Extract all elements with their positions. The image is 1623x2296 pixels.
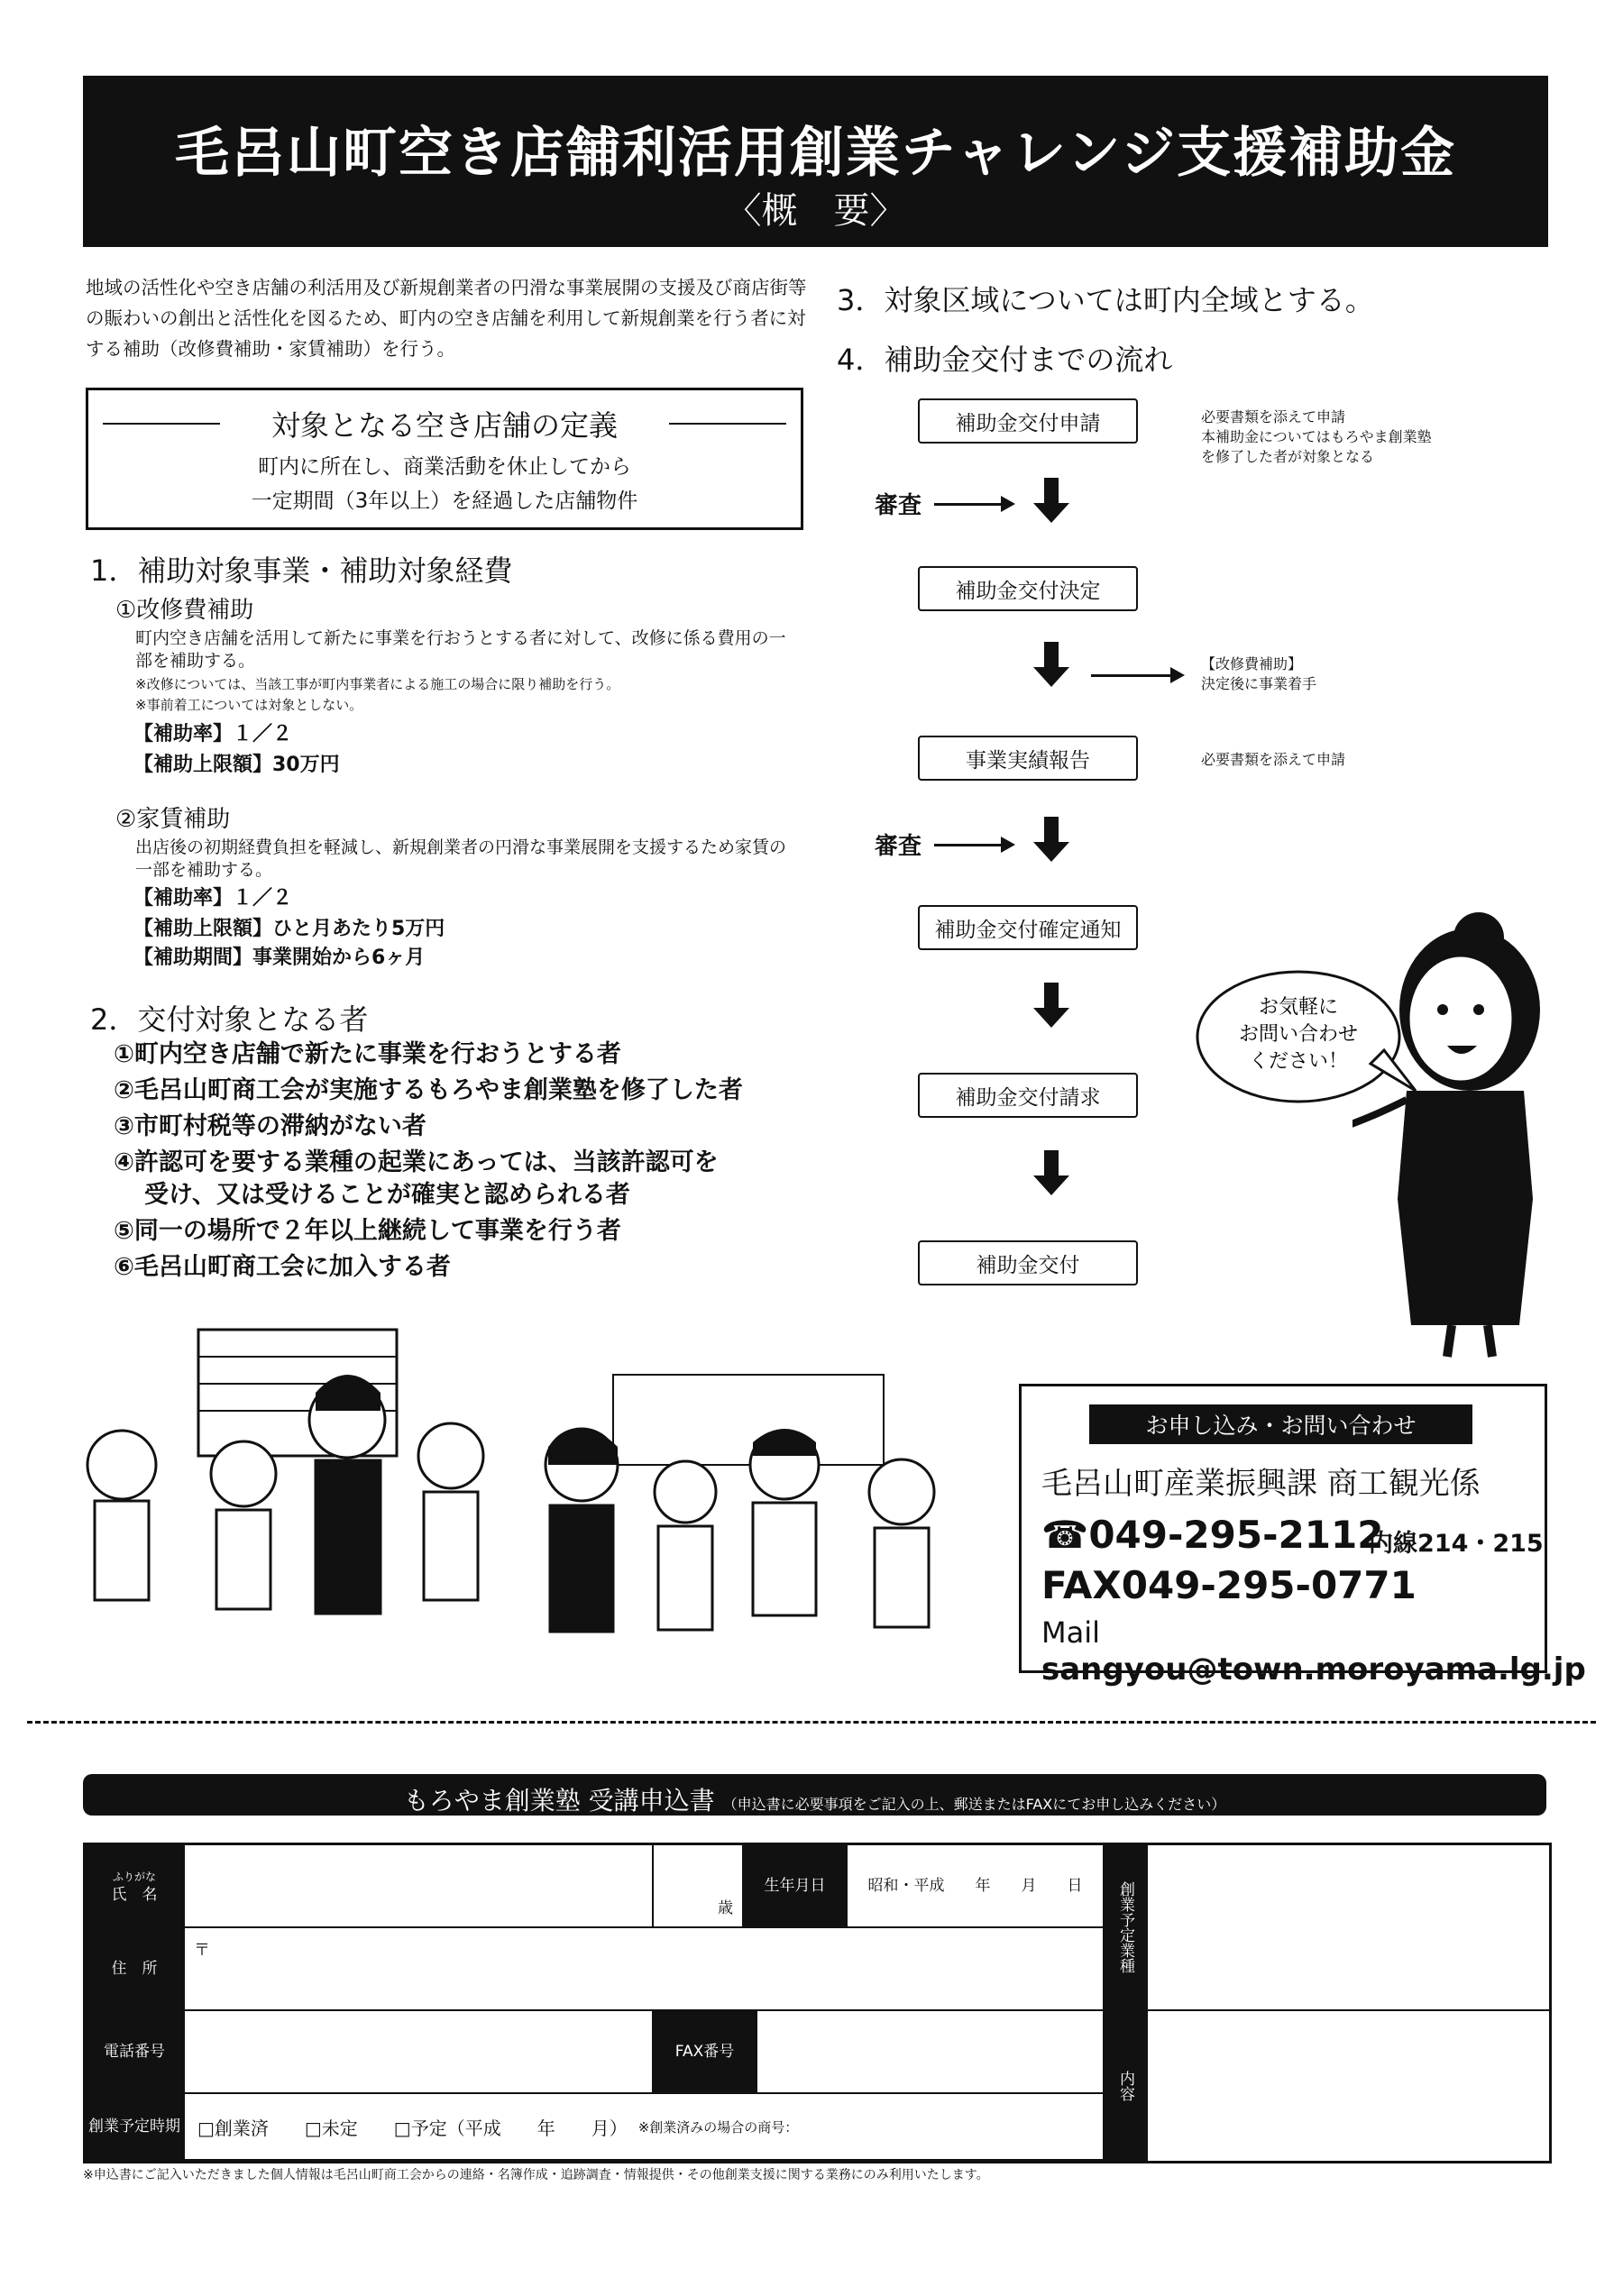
arrow-right-icon — [934, 844, 1012, 846]
phone-label: 電話番号 — [86, 2011, 185, 2094]
address-field[interactable]: 〒 — [185, 1928, 1105, 2011]
section4-heading: 4．補助金交付までの流れ — [837, 343, 1173, 377]
eligibility-item-2: ②毛呂山町商工会が実施するもろやま創業塾を修了した者 — [114, 1076, 743, 1104]
rent-title: ②家賃補助 — [115, 806, 231, 833]
renovation-title: ①改修費補助 — [115, 597, 254, 624]
flow-step-confirm: 補助金交付確定通知 — [918, 905, 1138, 950]
contact-box — [1019, 1384, 1586, 1688]
arrow-right-icon — [1091, 674, 1181, 677]
form-header — [83, 1774, 1546, 1816]
flow-note-apply: 必要書類を添えて申請 本補助金についてはもろやま創業塾 を修了した者が対象となる — [1201, 408, 1432, 465]
content-label: 内容 — [1105, 2011, 1148, 2161]
town-illustration-icon — [72, 1312, 974, 1654]
application-form — [83, 1843, 1552, 2163]
flow-step-report: 事業実績報告 — [918, 736, 1138, 781]
speech-line-2: お問い合わせ — [1238, 1023, 1359, 1046]
contact-department: 毛呂山町産業振興課 商工観光係 — [1041, 1466, 1481, 1502]
name-field[interactable] — [185, 1845, 654, 1928]
contact-header: お申し込み・お問い合わせ — [1089, 1404, 1472, 1444]
contact-extension: 内線214・215 — [1369, 1530, 1544, 1558]
content-field[interactable] — [1148, 2011, 1549, 2161]
eligibility-item-4: ④許認可を要する業種の起業にあっては、当該許認可を — [114, 1148, 719, 1176]
arrow-right-icon — [934, 503, 1012, 506]
arrow-down-icon — [1044, 478, 1059, 505]
eligibility-item-5: ⑤同一の場所で２年以上継続して事業を行う者 — [114, 1217, 621, 1245]
business-type-field[interactable] — [1148, 1845, 1549, 2011]
section2-heading: 2．交付対象となる者 — [90, 1002, 369, 1037]
rent-period: 【補助期間】事業開始から6ヶ月 — [133, 947, 426, 969]
definition-title: 対象となる空き店舗の定義 — [270, 408, 618, 443]
speech-line-1: お気軽に — [1258, 996, 1339, 1019]
fax-label: FAX番号 — [654, 2011, 757, 2094]
fax-field[interactable] — [757, 2011, 1105, 2094]
mail-label: Mail — [1041, 1615, 1100, 1650]
page-title: 毛呂山町空き店舗利活用創業チャレンジ支援補助金 — [174, 122, 1457, 185]
arrow-down-icon — [1044, 1150, 1059, 1177]
mail-address[interactable]: sangyou@town.moroyama.lg.jp — [1041, 1651, 1586, 1688]
review-label-2: 審査 — [875, 833, 922, 860]
rent-rate: 【補助率】１／２ — [133, 887, 293, 910]
woman-illustration-icon — [1352, 901, 1569, 1370]
plan-note: ※創業済みの場合の商号： — [637, 2118, 799, 2136]
arrow-down-icon — [1044, 642, 1059, 669]
rent-limit: 【補助上限額】ひと月あたり5万円 — [133, 918, 445, 940]
rent-desc: 出店後の初期経費負担を軽減し、新規創業者の円滑な事業展開を支援するため家賃の一部を補助する。 — [135, 837, 787, 880]
form-title: もろやま創業塾 受講申込書 （申込書に必要事項をご記入の上、郵送またはFAXにてお申し込みください） — [403, 1786, 1226, 1816]
eligibility-item-1: ①町内空き店舗で新たに事業を行おうとする者 — [114, 1040, 621, 1068]
form-title-note: （申込書に必要事項をご記入の上、郵送またはFAXにてお申し込みください） — [722, 1796, 1226, 1813]
flow-step-claim: 補助金交付請求 — [918, 1073, 1138, 1118]
intro-text: 地域の活性化や空き店舗の利活用及び新規創業者の円滑な事業展開の支援及び商店街等の賑わいの創出と活性化を図るため、町内の空き店舗を利用して新規創業を行う者に対する補助（改修費補助・家賃補助）を行う。 — [86, 277, 807, 360]
contact-phone[interactable]: ☎049-295-2112 — [1041, 1513, 1384, 1557]
eligibility-item-6: ⑥毛呂山町商工会に加入する者 — [114, 1253, 451, 1281]
plan-options-text[interactable]: □創業済 □未定 □予定（平成 年 月） — [197, 2117, 628, 2139]
definition-line-1: 町内に所在し、商業活動を休止してから — [258, 455, 631, 479]
arrow-down-icon — [1044, 817, 1059, 844]
birthdate-field[interactable]: 昭和・平成 年 月 日 — [848, 1845, 1105, 1928]
flow-step-payment: 補助金交付 — [918, 1240, 1138, 1285]
contact-fax: FAX049-295-0771 — [1041, 1563, 1417, 1607]
renovation-desc: 町内空き店舗を活用して新たに事業を行おうとする者に対して、改修に係る費用の一部を補助する。 — [135, 628, 786, 671]
section3-heading: 3．対象区域については町内全域とする。 — [837, 283, 1374, 317]
birthdate-label: 生年月日 — [744, 1845, 848, 1928]
flow-note-report: 必要書類を添えて申請 — [1201, 751, 1346, 768]
address-label: 住 所 — [86, 1928, 185, 2011]
section1-heading: 1．補助対象事業・補助対象経費 — [90, 553, 513, 588]
header-banner — [83, 76, 1548, 247]
phone-field[interactable] — [185, 2011, 654, 2094]
renovation-note-2: ※事前着工については対象としない。 — [135, 697, 363, 713]
flow-step-decision: 補助金交付決定 — [918, 566, 1138, 611]
flow-note-decision: 【改修費補助】 決定後に事業着手 — [1201, 655, 1317, 692]
renovation-note-1: ※改修については、当該工事が町内事業者による施工の場合に限り補助を行う。 — [135, 676, 620, 692]
renovation-rate: 【補助率】１／２ — [133, 723, 293, 746]
page-subtitle: 〈概 要〉 — [725, 190, 906, 232]
plan-options[interactable] — [185, 2094, 1105, 2161]
eligibility-item-4-cont: 受け、又は受けることが確実と認められる者 — [144, 1181, 630, 1209]
age-field[interactable]: 歳 — [654, 1845, 744, 1928]
contact-mail[interactable] — [1041, 1614, 1586, 1688]
cut-line — [27, 1721, 1596, 1724]
speech-line-3: ください！ — [1248, 1050, 1349, 1073]
review-label-1: 審査 — [875, 492, 922, 519]
name-label: ふりがな 氏 名 — [86, 1845, 185, 1928]
flow-step-apply: 補助金交付申請 — [918, 398, 1138, 444]
definition-box — [86, 388, 803, 530]
form-footnote: ※申込書にご記入いただきました個人情報は毛呂山町商工会からの連絡・名簿作成・追跡調査・情報提供・その他創業支援に関する業務にのみ利用いたします。 — [83, 2168, 989, 2182]
plan-label: 創業予定時期 — [86, 2094, 185, 2161]
eligibility-item-3: ③市町村税等の滞納がない者 — [114, 1112, 426, 1140]
definition-line-2: 一定期間（3年以上）を経過した店舗物件 — [251, 489, 638, 513]
renovation-limit: 【補助上限額】30万円 — [133, 754, 340, 776]
arrow-down-icon — [1044, 983, 1059, 1010]
business-type-label: 創業予定業種 — [1105, 1845, 1148, 2011]
